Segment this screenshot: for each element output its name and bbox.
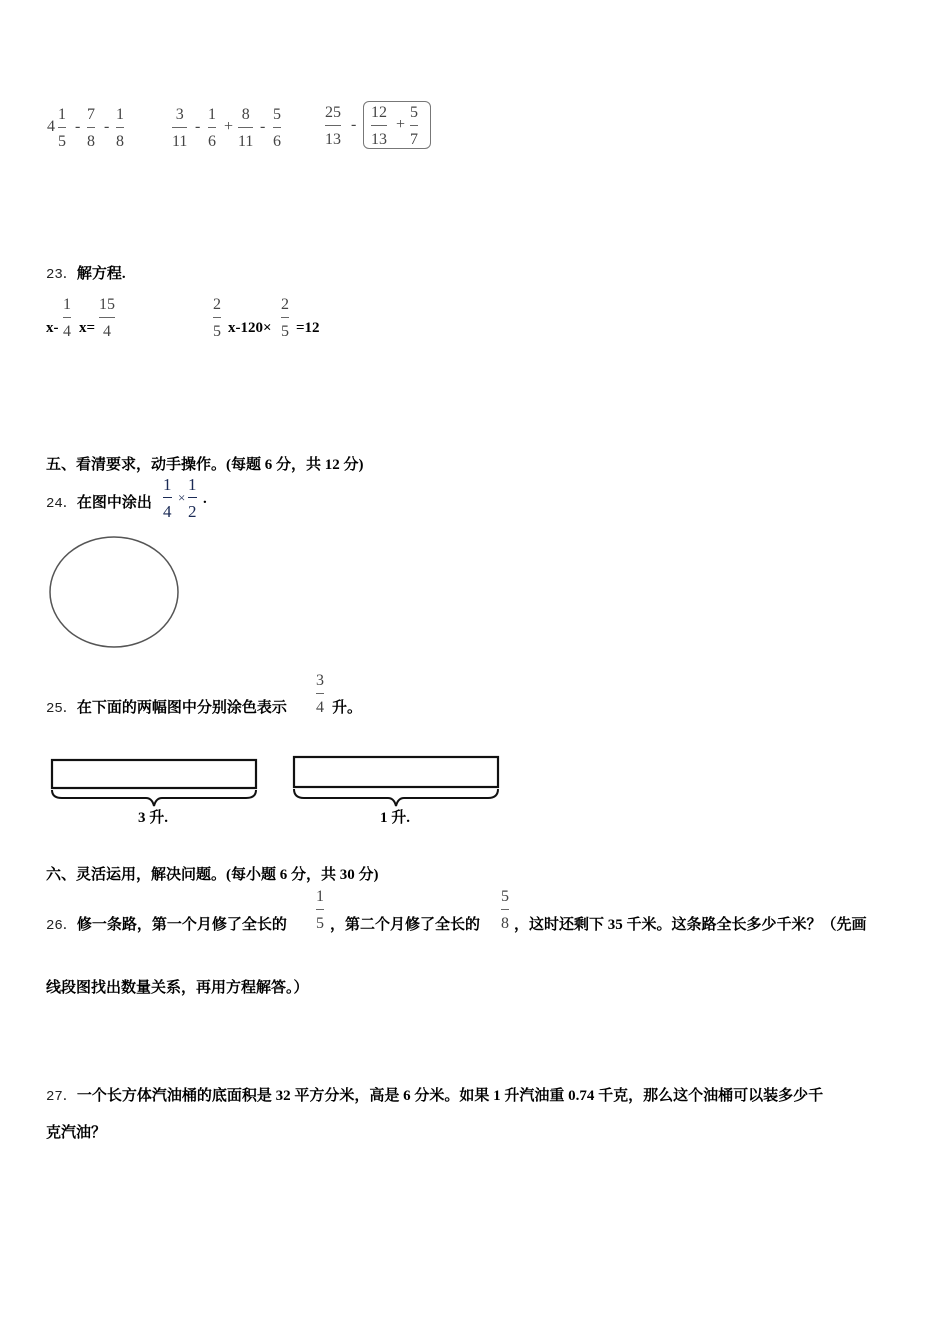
fraction: 1 6 [208, 106, 216, 150]
fraction: 12 13 [371, 104, 387, 148]
circle-figure [44, 532, 184, 652]
operator: - [104, 118, 110, 135]
operator: - [195, 118, 201, 135]
question-24: 24．在图中涂出 [46, 495, 152, 512]
fraction: 15 4 [99, 296, 115, 340]
fraction: 1 5 [58, 106, 66, 150]
section-5-heading: 五、看清要求，动手操作。(每题 6 分，共 12 分) [46, 457, 364, 473]
fraction: 7 8 [87, 106, 95, 150]
equation-text: =12 [296, 320, 320, 336]
question-26-text: 线段图找出数量关系，再用方程解答。） [46, 980, 309, 996]
unit-text: 升。 [332, 700, 363, 716]
operator: - [351, 116, 357, 133]
fraction: 3 11 [172, 106, 188, 150]
fraction: 3 4 [316, 672, 324, 716]
mixed-whole: 4 [47, 118, 55, 135]
fraction: 1 4 [163, 475, 172, 521]
equation-text: x- [46, 320, 59, 336]
fraction: 1 5 [316, 888, 324, 932]
operator: + [224, 118, 234, 135]
fraction: 8 11 [238, 106, 254, 150]
operator: + [396, 116, 406, 133]
question-26-text: ，这时还剩下 35 千米。这条路全长多少千米？（先画 [514, 917, 867, 933]
equation-text: x-120× [228, 320, 272, 336]
operator: - [260, 118, 266, 135]
question-25: 25．在下面的两幅图中分别涂色表示 [46, 700, 287, 717]
fraction: 5 6 [273, 106, 281, 150]
operator: - [75, 118, 81, 135]
fraction: 2 5 [281, 296, 289, 340]
question-27: 27．一个长方体汽油桶的底面积是 32 平方分米，高是 6 分米。如果 1 升汽油重 0.74 千克，那么这个油桶可以装多少千 [46, 1088, 824, 1105]
fraction: 1 2 [188, 475, 197, 521]
fraction: 1 4 [63, 296, 71, 340]
times-sign: × [178, 490, 186, 505]
question-27-text: 克汽油？ [46, 1125, 107, 1141]
bar-label: 3 升. [138, 810, 169, 826]
period: . [203, 491, 207, 507]
question-23: 23．解方程. [46, 266, 126, 283]
fraction: 2 5 [213, 296, 221, 340]
question-26: 26．修一条路，第一个月修了全长的 [46, 917, 287, 934]
fraction: 5 8 [501, 888, 509, 932]
equation-text: x= [79, 320, 96, 336]
fraction: 1 8 [116, 106, 124, 150]
bar-label: 1 升. [380, 810, 411, 826]
fraction: 5 7 [410, 104, 418, 148]
fraction: 25 13 [325, 104, 341, 148]
section-6-heading: 六、灵活运用，解决问题。(每小题 6 分，共 30 分) [46, 867, 379, 883]
question-26-text: ，第二个月修了全长的 [330, 917, 481, 933]
